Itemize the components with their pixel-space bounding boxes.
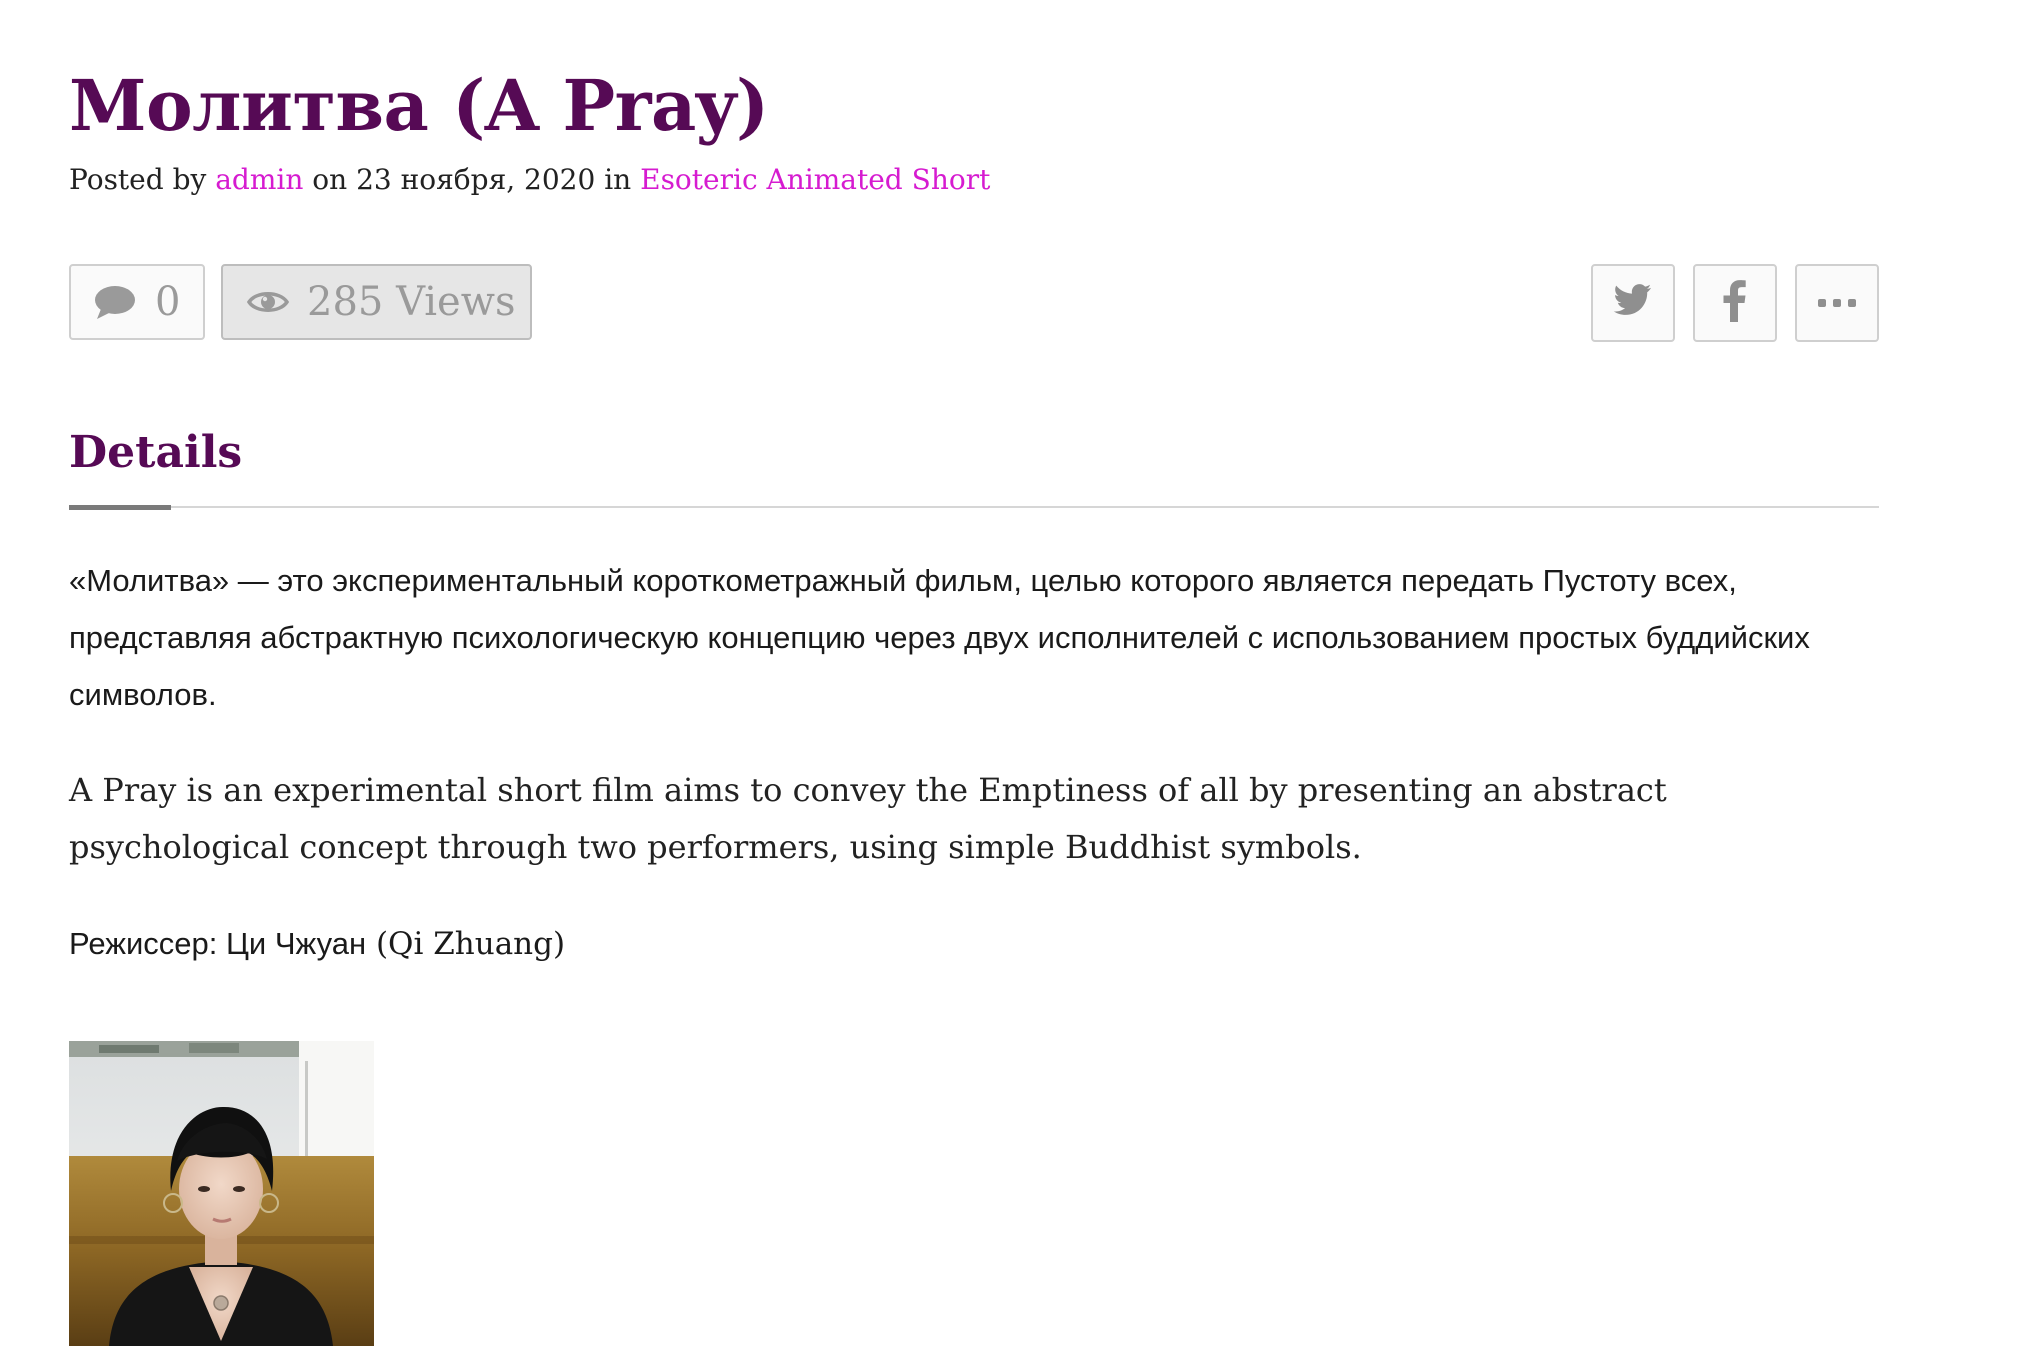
author-link[interactable]: admin [215, 163, 304, 196]
section-divider-accent [69, 505, 171, 510]
in-label: in [604, 163, 632, 196]
post-meta [69, 160, 990, 200]
ellipsis-icon [1817, 294, 1857, 313]
views-count [221, 264, 532, 340]
director-name-en: (Qi Zhuang) [375, 926, 566, 962]
comment-icon [93, 283, 137, 321]
director-label: Режиссер: Ци Чжуан [69, 926, 367, 961]
share-facebook-button[interactable] [1693, 264, 1777, 342]
description-russian: «Молитва» — это экспериментальный короткометражный фильм, целью которого является передать Пустоту всех, представляя абстрактную психологическую концепцию через двух исполнителей с использованием простых буддийских символов. [69, 563, 1810, 712]
comments-count-button[interactable] [69, 264, 205, 340]
post-title: Молитва (A Pray) [69, 64, 769, 147]
posted-by-label: Posted by [69, 163, 207, 196]
comments-count: 0 [155, 279, 181, 325]
section-divider [69, 506, 1879, 508]
details-heading: Details [69, 427, 243, 478]
twitter-icon [1613, 284, 1653, 322]
director-photo [69, 1041, 374, 1346]
post-date: 23 ноября, 2020 [356, 163, 596, 196]
share-twitter-button[interactable] [1591, 264, 1675, 342]
eye-icon [247, 288, 289, 316]
description-english: A Pray is an experimental short film aims to convey the Emptiness of all by presenting an abstract psychological concept through two performers, using simple Buddhist symbols. [69, 771, 1667, 866]
on-label: on [312, 163, 348, 196]
views-label: 285 Views [307, 279, 516, 325]
category-link[interactable]: Esoteric Animated Short [640, 163, 991, 196]
share-more-button[interactable] [1795, 264, 1879, 342]
director-credit [69, 918, 565, 970]
facebook-icon [1723, 280, 1747, 326]
